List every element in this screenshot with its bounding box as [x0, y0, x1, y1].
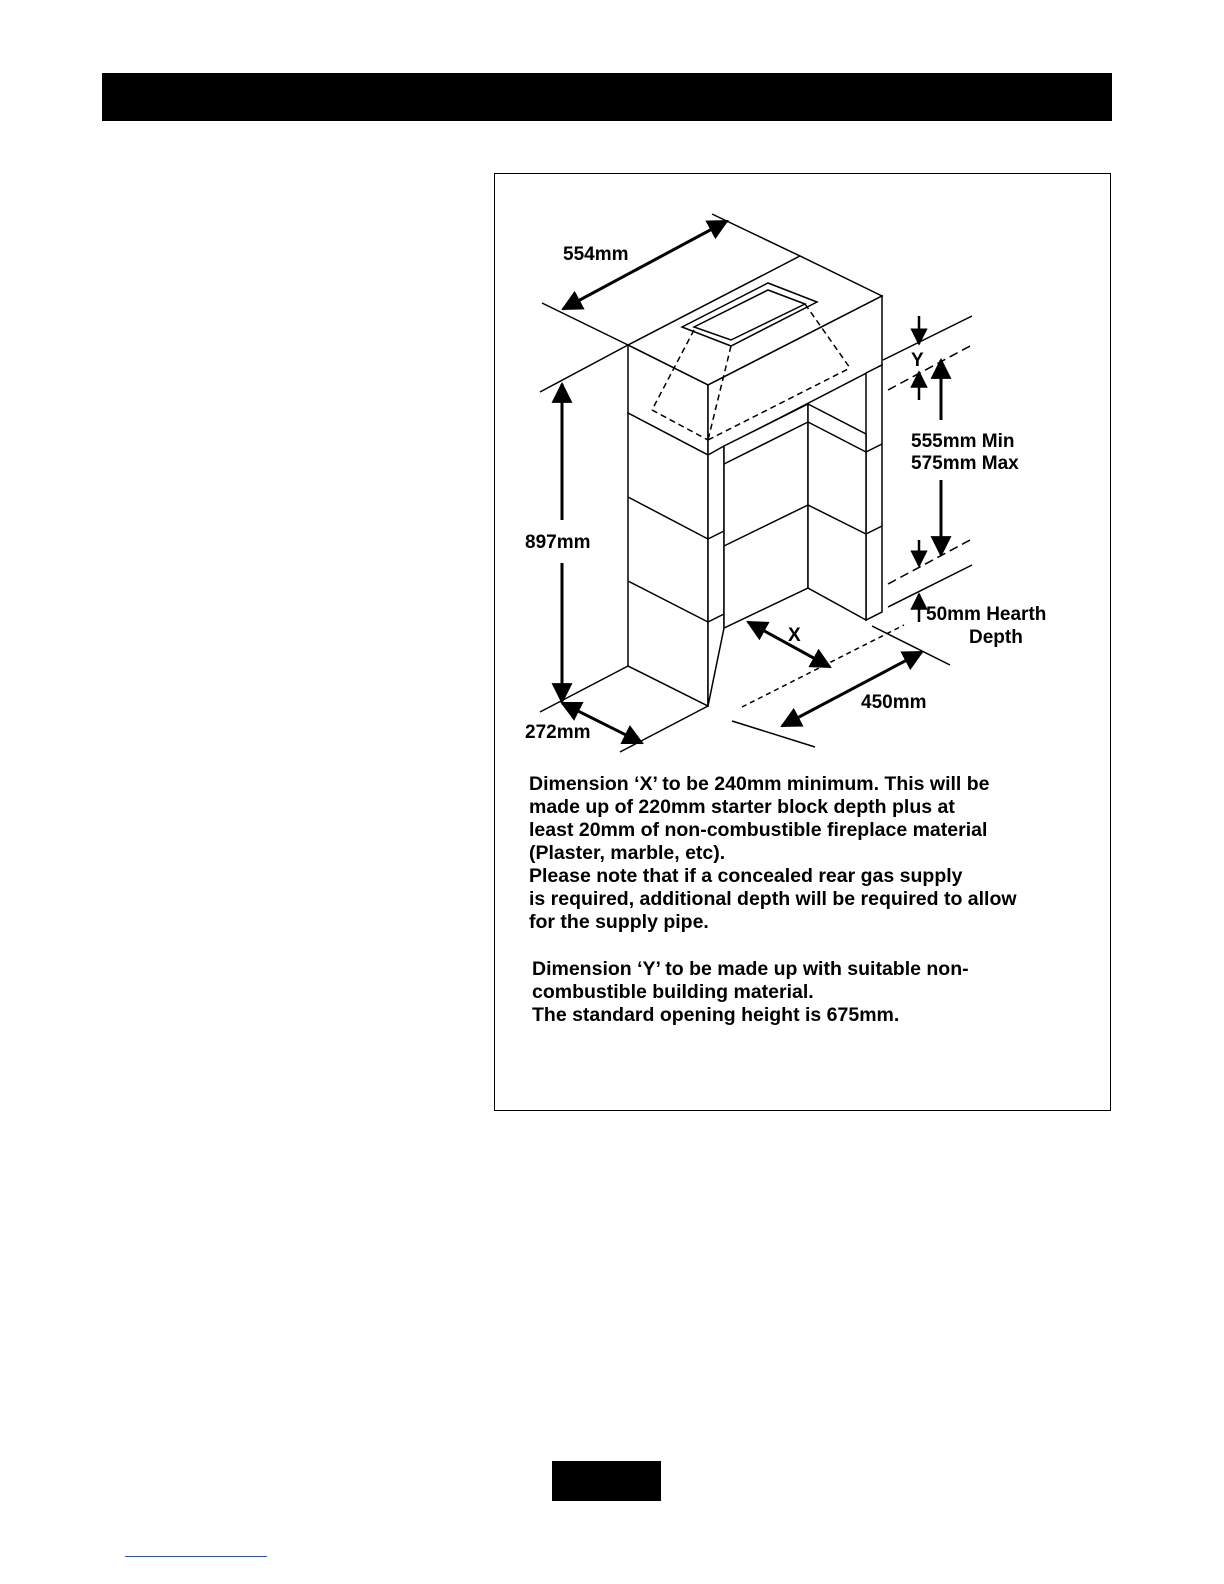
note-line: is required, additional depth will be required to allow — [529, 888, 1017, 910]
note-y-line: Dimension ‘Y’ to be made up with suitable non- — [532, 958, 969, 980]
label-272mm: 272mm — [525, 722, 591, 743]
label-opening-min: 555mm Min — [911, 431, 1015, 452]
label-y: Y — [911, 350, 924, 371]
note-line: Please note that if a concealed rear gas supply — [529, 865, 963, 887]
note-line: made up of 220mm starter block depth plus at — [529, 796, 955, 818]
note-line: (Plaster, marble, etc). — [529, 842, 726, 864]
page-number-block — [552, 1461, 661, 1501]
fireplace-blocks — [628, 256, 882, 706]
label-450mm: 450mm — [861, 692, 927, 713]
note-line: Dimension ‘X’ to be 240mm minimum. This will be — [529, 773, 990, 795]
left-pier-inner — [708, 446, 724, 706]
footer-link-underline[interactable] — [125, 1556, 267, 1557]
label-opening-max: 575mm Max — [911, 453, 1019, 474]
label-hearth-1: 50mm Hearth — [926, 604, 1047, 625]
note-line: for the supply pipe. — [529, 911, 709, 933]
note-y-line: The standard opening height is 675mm. — [532, 1004, 900, 1026]
right-pier — [866, 365, 882, 620]
note-line: least 20mm of non-combustible fireplace material — [529, 819, 988, 841]
label-897mm: 897mm — [525, 532, 591, 553]
left-pier-front — [628, 413, 708, 706]
label-hearth-2: Depth — [969, 627, 1023, 648]
label-x: X — [788, 625, 801, 646]
dim-554-arrow — [563, 221, 727, 309]
diagram-notes — [529, 773, 1099, 1027]
note-y-line: combustible building material. — [532, 981, 814, 1003]
dim-450-arrow — [782, 652, 922, 726]
label-554mm: 554mm — [563, 244, 629, 265]
